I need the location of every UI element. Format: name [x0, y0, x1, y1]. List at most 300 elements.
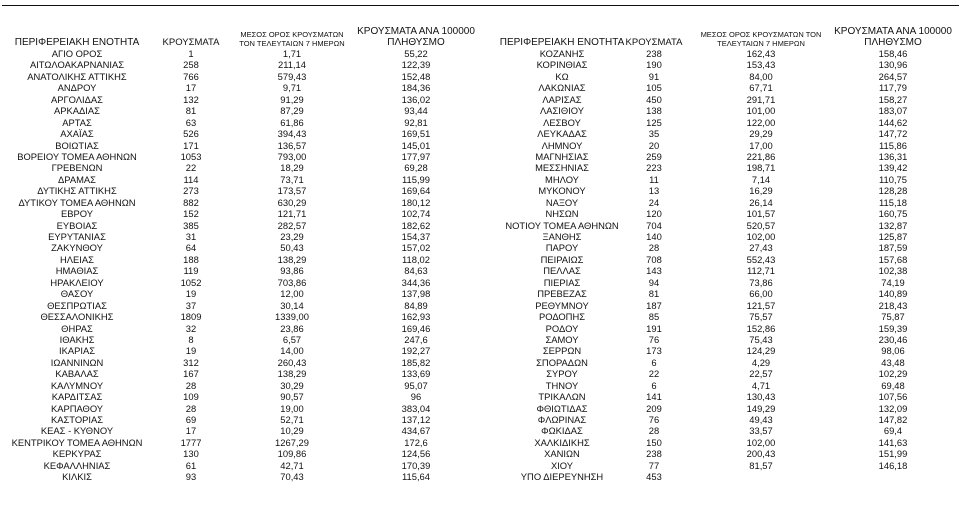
- per100k-cell: 141,63: [878, 436, 908, 448]
- cases-cell: 704: [646, 219, 662, 231]
- cases-cell: 28: [185, 402, 197, 414]
- table-row: [2, 448, 480, 459]
- table-row: [486, 105, 960, 116]
- avg7-cell: 23,29: [280, 231, 304, 242]
- cases-cell: 85: [648, 311, 660, 323]
- cases-cell: 19: [185, 345, 197, 357]
- cases-cell: 63: [185, 116, 197, 128]
- avg7-cell: 50,43: [280, 242, 304, 254]
- region-cell: ΖΑΚΥΝΘΟΥ: [51, 242, 103, 254]
- avg7-cell: 520,57: [746, 219, 776, 231]
- per100k-cell: 137,98: [401, 288, 431, 300]
- table-row: [2, 220, 480, 231]
- per100k-cell: 139,42: [878, 162, 908, 174]
- table-row: [486, 48, 960, 59]
- avg7-cell: 394,43: [277, 128, 307, 140]
- table-row: [486, 94, 960, 105]
- per100k-cell: 107,56: [878, 391, 908, 403]
- table-row: [2, 471, 480, 482]
- left-rows: [2, 48, 480, 483]
- avg7-cell: 93,86: [280, 265, 304, 277]
- region-cell: ΦΛΩΡΙΝΑΣ: [537, 414, 587, 425]
- table-row: [2, 82, 480, 93]
- region-cell: ΦΩΚΙΔΑΣ: [541, 425, 583, 437]
- region-cell: ΜΥΚΟΝΟΥ: [538, 185, 586, 197]
- cases-cell: 35: [648, 128, 660, 140]
- avg7-cell: 49,43: [749, 414, 773, 425]
- table-row: [486, 391, 960, 402]
- region-header: ΠΕΡΙΦΕΡΕΙΑΚΗ ΕΝΟΤΗΤΑ: [499, 37, 625, 48]
- per100k-cell: 110,75: [879, 173, 907, 185]
- table-row: [2, 323, 480, 334]
- cases-cell: 1809: [180, 311, 202, 323]
- avg7-cell: 4,71: [751, 379, 771, 391]
- table-row: [2, 403, 480, 414]
- table-row: [486, 208, 960, 219]
- per100k-cell: 130,96: [878, 59, 908, 71]
- cases-cell: 130: [183, 448, 199, 460]
- region-cell: ΣΑΜΟΥ: [545, 333, 579, 345]
- cases-cell: 312: [183, 356, 199, 368]
- cases-cell: 187: [646, 299, 662, 311]
- left-table: [2, 4, 480, 483]
- table-row: [486, 448, 960, 459]
- per100k-cell: 185,82: [401, 356, 431, 368]
- cases-cell: 32: [185, 322, 197, 334]
- table-row: [486, 82, 960, 93]
- cases-cell: 132: [183, 93, 199, 105]
- per100k-cell: 146,18: [878, 459, 908, 471]
- per100k-cell: 145,01: [401, 139, 431, 151]
- region-cell: ΣΥΡΟΥ: [546, 368, 578, 380]
- cases-cell: 209: [646, 402, 662, 414]
- cases-cell: 223: [646, 162, 662, 174]
- region-cell: ΣΕΡΡΩΝ: [542, 345, 582, 357]
- region-cell: ΛΑΡΙΣΑΣ: [542, 93, 582, 105]
- region-cell: ΞΑΝΘΗΣ: [542, 231, 582, 242]
- cases-cell: 273: [183, 185, 199, 197]
- cases-cell: 140: [646, 231, 662, 242]
- cases-cell: 114: [183, 173, 199, 185]
- table-row: [486, 437, 960, 448]
- per100k-cell: 169,51: [401, 128, 431, 140]
- per100k-cell: 177,97: [401, 150, 431, 162]
- region-cell: ΛΑΚΩΝΙΑΣ: [538, 82, 586, 94]
- table-row: [2, 380, 480, 391]
- avg7-cell: 22,57: [749, 368, 773, 380]
- table-row: [486, 311, 960, 322]
- region-cell: ΜΕΣΣΗΝΙΑΣ: [535, 162, 589, 174]
- table-row: [486, 231, 960, 242]
- cases-cell: 1052: [180, 276, 202, 288]
- cases-cell: 188: [183, 253, 199, 265]
- cases-cell: 167: [183, 368, 199, 380]
- per100k-cell: 140,89: [878, 288, 908, 300]
- table-row: [2, 425, 480, 436]
- region-cell: ΛΕΣΒΟΥ: [543, 116, 581, 128]
- region-cell: ΚΩ: [555, 70, 569, 82]
- per100k-cell: 69,28: [404, 162, 428, 174]
- per100k-cell: 55,22: [404, 48, 428, 59]
- per100k-cell: 144,62: [878, 116, 908, 128]
- per100k-cell: 434,67: [401, 425, 431, 437]
- cases-cell: 94: [648, 276, 660, 288]
- table-row: [2, 357, 480, 368]
- table-row: [486, 220, 960, 231]
- region-cell: ΑΝΔΡΟΥ: [57, 82, 97, 94]
- table-row: [2, 94, 480, 105]
- cases-cell: 1053: [180, 150, 202, 162]
- region-cell: ΕΒΡΟΥ: [60, 208, 93, 220]
- avg7-cell: 30,29: [280, 379, 304, 391]
- table-row: [2, 208, 480, 219]
- region-cell: ΑΙΤΩΛΟΑΚΑΡΝΑΝΙΑΣ: [29, 59, 125, 71]
- region-cell: ΧΑΝΙΩΝ: [544, 448, 580, 460]
- region-cell: ΔΥΤΙΚΟΥ ΤΟΜΕΑ ΑΘΗΝΩΝ: [18, 196, 136, 208]
- avg7-cell: 138,29: [277, 368, 307, 380]
- avg7-cell: 211,14: [278, 59, 306, 71]
- avg7-cell: 153,43: [746, 59, 776, 71]
- avg7-cell: 12,00: [280, 288, 304, 300]
- cases-cell: 259: [646, 150, 662, 162]
- table-row: [2, 59, 480, 70]
- cases-cell: 1: [188, 48, 194, 59]
- table-row: [486, 425, 960, 436]
- table-row: [2, 254, 480, 265]
- region-cell: ΔΡΑΜΑΣ: [58, 173, 96, 185]
- table-row: [486, 71, 960, 82]
- table-row: [486, 403, 960, 414]
- cases-cell: 150: [646, 436, 662, 448]
- region-cell: ΝΑΞΟΥ: [545, 196, 579, 208]
- region-cell: ΠΡΕΒΕΖΑΣ: [537, 288, 587, 300]
- table-row: [2, 128, 480, 139]
- avg7-cell: 1,71: [282, 48, 302, 59]
- table-row: [2, 140, 480, 151]
- cases-cell: 143: [646, 265, 662, 277]
- region-cell: ΠΙΕΡΙΑΣ: [543, 276, 581, 288]
- table-row: [486, 174, 960, 185]
- avg7-cell: 19,00: [280, 402, 304, 414]
- per100k-cell: 170,39: [401, 459, 431, 471]
- region-cell: ΑΡΚΑΔΙΑΣ: [54, 105, 100, 117]
- cases-cell: 453: [646, 471, 662, 483]
- cases-cell: 105: [646, 82, 662, 94]
- per100k-cell: 158,27: [878, 93, 908, 105]
- table-row: [2, 265, 480, 276]
- region-cell: ΒΟΡΕΙΟΥ ΤΟΜΕΑ ΑΘΗΝΩΝ: [17, 150, 137, 162]
- region-cell: ΚΕΝΤΡΙΚΟΥ ΤΟΜΕΑ ΑΘΗΝΩΝ: [11, 436, 143, 448]
- per100k-cell: 182,62: [401, 219, 431, 231]
- region-cell: ΘΕΣΣΑΛΟΝΙΚΗΣ: [40, 311, 114, 323]
- region-cell: ΠΑΡΟΥ: [545, 242, 579, 254]
- table-row: [486, 334, 960, 345]
- region-header: ΠΕΡΙΦΕΡΕΙΑΚΗ ΕΝΟΤΗΤΑ: [14, 37, 140, 48]
- per100k-cell: 133,69: [401, 368, 431, 380]
- per100k-cell: 169,46: [401, 322, 431, 334]
- table-row: [2, 117, 480, 128]
- cases-cell: 238: [646, 48, 662, 59]
- cases-header: ΚΡΟΥΣΜΑΤΑ: [162, 37, 220, 48]
- per100k-cell: 125,87: [878, 231, 908, 242]
- avg7-cell: 73,71: [280, 173, 304, 185]
- cases-cell: 191: [646, 322, 662, 334]
- region-cell: ΧΙΟΥ: [550, 459, 574, 471]
- region-cell: ΧΑΛΚΙΔΙΚΗΣ: [534, 436, 590, 448]
- table-row: [486, 128, 960, 139]
- region-cell: ΓΡΕΒΕΝΩΝ: [51, 162, 103, 174]
- table-row: [2, 437, 480, 448]
- per100k-cell: 115,64: [402, 471, 430, 483]
- cases-cell: 19: [185, 288, 197, 300]
- table-row: [486, 288, 960, 299]
- avg7-cell: 124,29: [746, 345, 776, 357]
- avg7-cell: 579,43: [277, 70, 307, 82]
- table-row: [486, 254, 960, 265]
- cases-cell: 17: [185, 425, 197, 437]
- per100k-cell: 184,36: [401, 82, 431, 94]
- cases-cell: 31: [185, 231, 197, 242]
- avg7-cell: 552,43: [746, 253, 776, 265]
- cases-cell: 93: [185, 471, 197, 483]
- table-row: [486, 265, 960, 276]
- region-cell: ΑΓΙΟ ΟΡΟΣ: [51, 48, 103, 59]
- region-cell: ΚΑΛΥΜΝΟΥ: [50, 379, 104, 391]
- table-row: [2, 368, 480, 379]
- region-cell: ΛΕΥΚΑΔΑΣ: [537, 128, 587, 140]
- table-row: [486, 300, 960, 311]
- region-cell: ΛΑΣΙΘΙΟΥ: [539, 105, 585, 117]
- avg7-cell: 703,86: [277, 276, 307, 288]
- avg7-cell: 1339,00: [275, 311, 309, 323]
- region-cell: ΑΧΑΪΑΣ: [60, 128, 94, 140]
- cases-cell: 141: [646, 391, 662, 403]
- cases-cell: 11: [649, 173, 659, 185]
- region-cell: ΒΟΙΩΤΙΑΣ: [55, 139, 99, 151]
- per100k-cell: 43,48: [881, 356, 905, 368]
- cases-cell: 22: [648, 368, 660, 380]
- per100k-cell: 162,93: [401, 311, 431, 323]
- region-cell: ΗΜΑΘΙΑΣ: [55, 265, 99, 277]
- cases-cell: 76: [648, 333, 660, 345]
- region-cell: ΚΑΣΤΟΡΙΑΣ: [50, 414, 104, 425]
- per100k-cell: 102,74: [401, 208, 431, 220]
- cases-cell: 6: [651, 379, 657, 391]
- cases-cell: 24: [648, 196, 660, 208]
- per100k-cell: 180,12: [401, 196, 431, 208]
- region-cell: ΡΟΔΟΠΗΣ: [538, 311, 586, 323]
- per100k-cell: 124,56: [401, 448, 431, 460]
- cases-cell: 6: [651, 356, 657, 368]
- avg7-cell: 75,57: [749, 311, 773, 323]
- table-row: [2, 288, 480, 299]
- per100k-cell: 136,31: [878, 150, 908, 162]
- per100k-header: ΚΡΟΥΣΜΑΤΑ ΑΝΑ 100000 ΠΛΗΘΥΣΜΟ: [834, 26, 952, 48]
- per100k-cell: 159,39: [878, 322, 908, 334]
- avg7-cell: 18,29: [280, 162, 304, 174]
- table-row: [486, 242, 960, 253]
- region-cell: ΘΑΣΟΥ: [60, 288, 94, 300]
- per100k-cell: 158,46: [878, 48, 908, 59]
- cases-cell: 77: [648, 459, 660, 471]
- table-row: [2, 48, 480, 59]
- avg7-cell: 200,43: [746, 448, 776, 460]
- per100k-cell: 218,43: [878, 299, 908, 311]
- table-row: [486, 323, 960, 334]
- table-row: [2, 277, 480, 288]
- per100k-cell: 84,89: [404, 299, 428, 311]
- cases-cell: 258: [183, 59, 199, 71]
- region-cell: ΚΙΛΚΙΣ: [62, 471, 92, 483]
- avg7-cell: 66,00: [749, 288, 773, 300]
- right-table: [486, 4, 960, 483]
- per100k-cell: 98,06: [881, 345, 905, 357]
- cases-cell: 69: [185, 414, 197, 425]
- per100k-cell: 160,75: [878, 208, 908, 220]
- per100k-cell: 147,82: [878, 414, 908, 425]
- table-row: [486, 197, 960, 208]
- table-row: [2, 151, 480, 162]
- per100k-cell: 69,48: [881, 379, 905, 391]
- per100k-cell: 230,46: [878, 333, 908, 345]
- table-row: [486, 357, 960, 368]
- region-cell: ΙΘΑΚΗΣ: [59, 333, 95, 345]
- avg7-cell: 102,00: [746, 436, 776, 448]
- per100k-cell: 147,72: [878, 128, 908, 140]
- per100k-cell: 132,87: [878, 219, 908, 231]
- per100k-cell: 344,36: [401, 276, 431, 288]
- table-row: [2, 105, 480, 116]
- region-cell: ΜΗΛΟΥ: [545, 173, 579, 185]
- region-cell: ΡΟΔΟΥ: [545, 322, 579, 334]
- region-cell: ΚΑΡΔΙΤΣΑΣ: [51, 391, 103, 403]
- cases-cell: 766: [183, 70, 199, 82]
- avg7-cell: 91,29: [280, 93, 304, 105]
- cases-cell: 120: [646, 208, 662, 220]
- table-row: [486, 185, 960, 196]
- cases-cell: 190: [646, 59, 662, 71]
- region-cell: ΠΕΙΡΑΙΩΣ: [540, 253, 584, 265]
- cases-cell: 81: [185, 105, 197, 117]
- cases-cell: 22: [185, 162, 197, 174]
- per100k-cell: 172,6: [404, 436, 428, 448]
- table-row: [486, 345, 960, 356]
- avg7-cell: 52,71: [280, 414, 304, 425]
- per100k-cell: 187,59: [878, 242, 908, 254]
- region-cell: ΗΡΑΚΛΕΙΟΥ: [50, 276, 104, 288]
- avg7-cell: 90,57: [280, 391, 304, 403]
- region-cell: ΣΠΟΡΑΔΩΝ: [536, 356, 588, 368]
- per100k-cell: 102,38: [878, 265, 908, 277]
- table-row: [486, 414, 960, 425]
- avg7-cell: 162,43: [746, 48, 776, 59]
- table-row: [2, 345, 480, 356]
- avg7-cell: 138,29: [277, 253, 307, 265]
- per100k-cell: 136,02: [401, 93, 431, 105]
- per100k-cell: 84,63: [404, 265, 428, 277]
- per100k-header: ΚΡΟΥΣΜΑΤΑ ΑΝΑ 100000 ΠΛΗΘΥΣΜΟ: [357, 26, 475, 48]
- region-cell: ΥΠΟ ΔΙΕΡΕΥΝΗΣΗ: [520, 471, 604, 483]
- avg7-cell: 101,57: [746, 208, 776, 220]
- avg7-header: ΜΕΣΟΣ ΟΡΟΣ ΚΡΟΥΣΜΑΤΩΝ ΤΟΝ ΤΕΛΕΥΤΑΙΩΝ 7 ΗΜΕΡΩΝ: [700, 30, 822, 48]
- per100k-cell: 169,64: [401, 185, 431, 197]
- region-cell: ΙΩΑΝΝΙΝΩΝ: [50, 356, 104, 368]
- table-row: [2, 174, 480, 185]
- avg7-cell: 14,00: [280, 345, 304, 357]
- avg7-cell: 1267,29: [275, 436, 309, 448]
- per100k-cell: 137,12: [401, 414, 431, 425]
- table-row: [486, 277, 960, 288]
- cases-cell: 125: [646, 116, 662, 128]
- region-cell: ΗΛΕΙΑΣ: [60, 253, 94, 265]
- table-row: [2, 300, 480, 311]
- region-cell: ΕΥΒΟΙΑΣ: [56, 219, 98, 231]
- avg7-cell: 10,29: [280, 425, 304, 437]
- cases-cell: 152: [183, 208, 199, 220]
- region-cell: ΚΕΦΑΛΛΗΝΙΑΣ: [43, 459, 111, 471]
- per100k-cell: 264,57: [878, 70, 908, 82]
- per100k-cell: 95,07: [404, 379, 428, 391]
- region-cell: ΚΑΒΑΛΑΣ: [55, 368, 99, 380]
- cases-cell: 8: [188, 333, 194, 345]
- cases-cell: 238: [646, 448, 662, 460]
- table-row: [486, 140, 960, 151]
- region-cell: ΑΡΓΟΛΙΔΑΣ: [51, 93, 103, 105]
- table-row: [486, 380, 960, 391]
- avg7-cell: 793,00: [277, 150, 307, 162]
- region-cell: ΤΡΙΚΑΛΩΝ: [538, 391, 586, 403]
- cases-cell: 91: [648, 70, 660, 82]
- region-cell: ΚΕΡΚΥΡΑΣ: [52, 448, 102, 460]
- per100k-cell: 115,86: [879, 139, 907, 151]
- avg7-cell: 17,00: [749, 139, 773, 151]
- avg7-cell: 173,57: [277, 185, 307, 197]
- avg7-cell: 42,71: [280, 459, 304, 471]
- cases-header: ΚΡΟΥΣΜΑΤΑ: [625, 37, 683, 48]
- cases-cell: 13: [648, 185, 660, 197]
- avg7-cell: 152,86: [746, 322, 776, 334]
- avg7-cell: 221,86: [746, 150, 776, 162]
- per100k-cell: 122,39: [401, 59, 431, 71]
- avg7-cell: 73,86: [749, 276, 773, 288]
- per100k-cell: 154,37: [401, 231, 431, 242]
- avg7-cell: 26,14: [749, 196, 773, 208]
- per100k-cell: 115,99: [402, 173, 430, 185]
- region-cell: ΜΑΓΝΗΣΙΑΣ: [535, 150, 589, 162]
- table-row: [486, 162, 960, 173]
- region-cell: ΘΗΡΑΣ: [61, 322, 93, 334]
- cases-cell: 37: [185, 299, 197, 311]
- region-cell: ΝΟΤΙΟΥ ΤΟΜΕΑ ΑΘΗΝΩΝ: [505, 219, 619, 231]
- region-cell: ΔΥΤΙΚΗΣ ΑΤΤΙΚΗΣ: [37, 185, 117, 197]
- region-cell: ΛΗΜΝΟΥ: [541, 139, 583, 151]
- region-cell: ΚΟΖΑΝΗΣ: [539, 48, 585, 59]
- avg7-cell: 149,29: [746, 402, 776, 414]
- region-cell: ΑΡΤΑΣ: [62, 116, 92, 128]
- cases-cell: 708: [646, 253, 662, 265]
- right-rows: [486, 48, 960, 483]
- cases-cell: 61: [185, 459, 197, 471]
- avg7-cell: 198,71: [746, 162, 776, 174]
- per100k-cell: 115,18: [879, 196, 907, 208]
- cases-cell: 385: [183, 219, 199, 231]
- avg7-cell: 630,29: [277, 196, 307, 208]
- cases-cell: 28: [648, 242, 660, 254]
- left-header-row: [2, 4, 480, 48]
- table-row: [486, 471, 960, 482]
- table-row: [2, 71, 480, 82]
- cases-cell: 28: [648, 425, 660, 437]
